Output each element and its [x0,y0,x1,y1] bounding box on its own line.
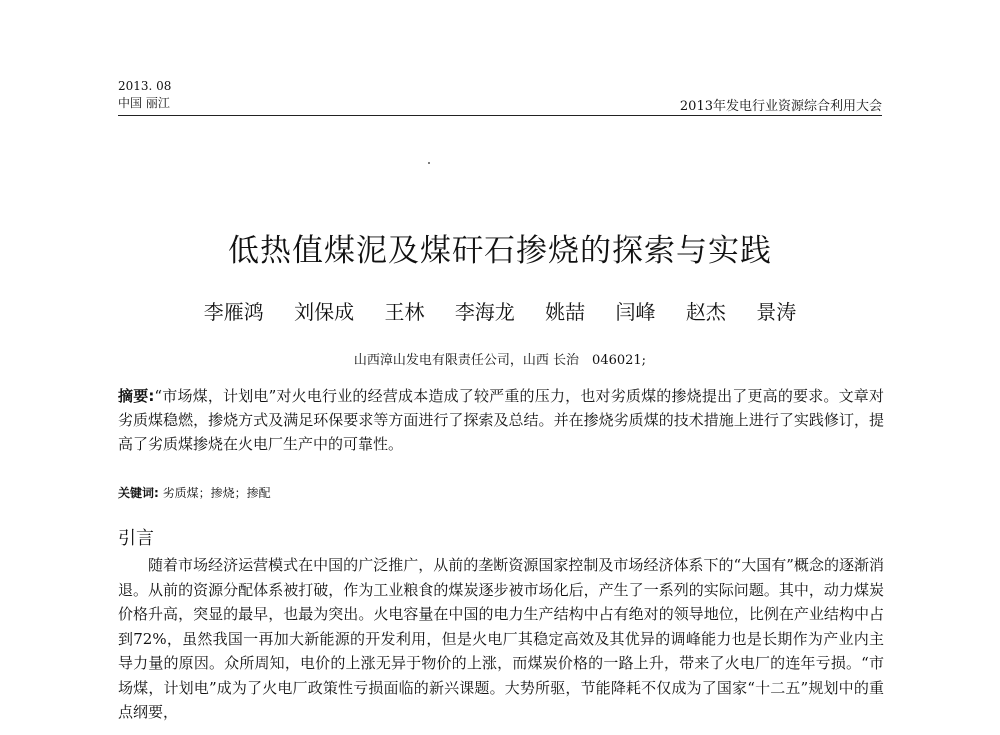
keywords [118,484,271,501]
header-left [118,78,171,112]
abstract-text: “市场煤，计划电”对火电行业的经营成本造成了较严重的压力，也对劣质煤的掺烧提出了更高的要求。文章对劣质煤稳燃，掺烧方式及满足环保要求等方面进行了探索及总结。并在掺烧劣质煤的技术措施上进行了实践修订，提高了劣质煤掺烧在火电厂生产中的可靠性。 [118,387,885,453]
abstract-label: 摘要: [118,387,155,405]
section-title: 引言 [118,528,154,549]
header-location: 中国 丽江 [118,96,170,110]
author: 李雁鸿 [203,300,264,324]
keywords-label: 关键词: [118,486,159,500]
header-date: 2013. 08 [118,79,172,93]
author: 闫峰 [615,300,656,324]
author: 景涛 [756,300,797,324]
paper-title: 低热值煤泥及煤矸石掺烧的探索与实践 [228,233,772,269]
affiliation: 山西漳山发电有限责任公司，山西 长治 046021; [353,353,647,368]
author: 姚喆 [545,300,586,324]
header-conference: 2013年发电行业资源综合利用大会 [679,99,882,114]
author-list [0,296,1000,325]
header-rule [118,115,882,116]
speck [428,162,430,164]
author: 王林 [384,300,425,324]
author: 李海龙 [454,300,515,324]
body-paragraph: 随着市场经济运营模式在中国的广泛推广，从前的垄断资源国家控制及市场经济体系下的“大国有”概念的逐渐消退。从前的资源分配体系被打破，作为工业粮食的煤炭逐步被市场化后，产生了一系列的实际问题。其中，动力煤炭价格升高，突显的最早，也最为突出。火电容量在中国的电力生产结构中占有绝对的领导地位，比例在产业结构中占到72%，虽然我国一再加大新能源的开发利用，但是火电厂其稳定高效及其优异的调峰能力也是长期作为产业内主导力量的原因。众所周知，电价的上涨无异于物价的上涨，而煤炭价格的一路上升，带来了火电厂的连年亏损。“市场煤，计划电”成为了火电厂政策性亏损面临的新兴课题。大势所驱，节能降耗不仅成为了国家“十二五”规划中的重点纲要， [118,556,884,721]
keywords-text: 劣质煤；掺烧；掺配 [162,486,271,500]
author: 赵杰 [685,300,726,324]
author: 刘保成 [294,300,355,324]
abstract [118,384,884,456]
